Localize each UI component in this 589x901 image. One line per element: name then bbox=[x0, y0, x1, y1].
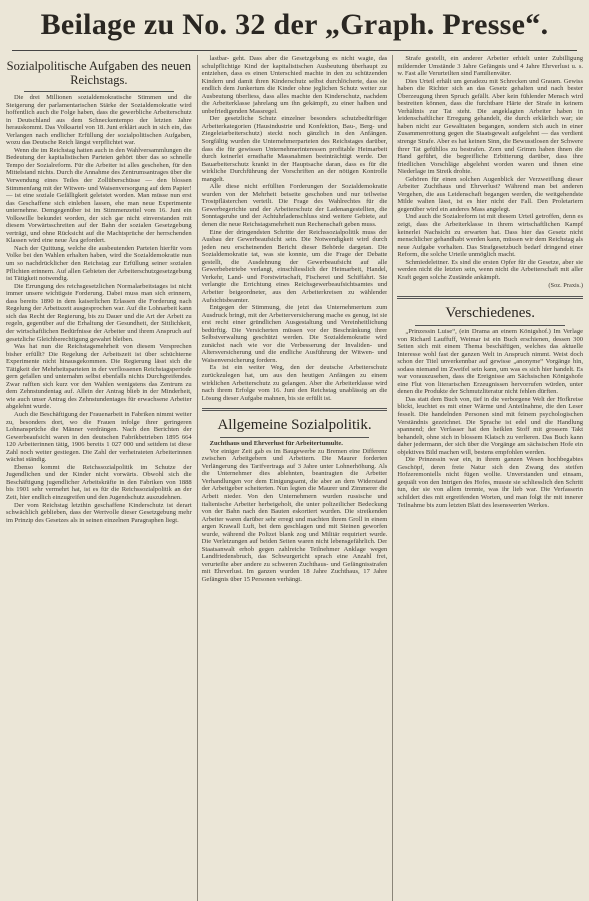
col3-text bbox=[397, 55, 583, 281]
col2-paragraph: Eine der dringendsten Schritte der Reichssozialpolitik muss der Ausbau der Gewerbeaufsicht sein. Die Notwendigkeit wird durch jeden neu erscheinenden Bericht dieser Behörde dargetan. Die Sozialdemokratie tat, was sie konnte, um die Frage der Debatte gestellt, die Ausdehnung der Gewerbeaufsicht auf alle Gewerbebetriebe verlangt, einschliesslich der Heimarbeit, Handel, Verkehr, Land- und Forstwirtschaft, Fischerei und Schiffahrt. Sie verlangte die Errichtung eines Reichsgewerbeaufsichtsamtes und Arbeiter beigeordneter, aus den Arbeiterkreisen zu wählender Aufsichtsbeamter. bbox=[201, 228, 388, 304]
col1-paragraph: Der vom Reichstag letzthin geschaffene Kinderschutz ist derart schwächlich geblieben, dass der Wertvolle dieser Gesetzgebung mehr im Prinzip des Gesetzes als in seinen einzelnen Paragraphen liegt. bbox=[6, 501, 192, 524]
col3-paragraph: Und auch die Sozialreform ist mit diesem Urteil getroffen, denn es zeigt, dass die Arbeiterklasse in ihrem wirtschaftlichen Kampf keinerlei Nachsicht zu erwarten hat. Dass hier das Gesetz nicht menschlicher gehandhabt werden kann, müssen wir dem Reichstag als neue Aufgabe vorhalten. Das Strafgesetzbuch bedarf dringend einer Reform, die solche Urteile unmöglich macht. bbox=[397, 213, 584, 259]
col1-text bbox=[6, 94, 192, 524]
col1-paragraph: Nach der Quittung, welche die ausbeutenden Parteien hierfür vom Volke bei den Wahlen erhalten haben, wird die Sozialdemokratie nun um so nachdrücklicher den Reichstag zur Erfüllung seiner sozialen Pflichten erinnern. Auf allen Gebieten der Arbeiterschutzgesetzgebung ist Tätigkeit notwendig. bbox=[6, 244, 192, 283]
col3-paragraph: Die Prinzessin war ein, in ihrem ganzen Wesen hochbegabtes Geschöpf, deren freie Natur sich den Zwang des steifen Hofzeremoniells nicht fügen wollte. Unverstanden und einsam, gequält von den Intrigen des Hofes, musste sie schliesslich den Schritt tun, der sie von allem trennte, was ihr lieb war. Die Verfasserin schildert dies mit ergreifenden Worten, und man folgt ihr mit innerer Teilnahme bis zum letzten Blatt des lesenswerten Werkes. bbox=[397, 456, 584, 509]
page-title: Beilage zu No. 32 der „Graph. Presse“. bbox=[40, 8, 549, 41]
col2-heading: Allgemeine Sozialpolitik. bbox=[217, 417, 372, 434]
col2-text bbox=[202, 55, 388, 402]
col2-heading-rule bbox=[220, 437, 370, 438]
col1-heading-rule bbox=[24, 91, 174, 92]
col3-paragraph: Strafe gestellt, ein anderer Arbeiter erhielt unter Zubilligung mildernder Umstände 3 Jahre Gefängnis und 4 Jahre Ehrverlust u. s. w. Fast alle Verurteilten sind Familienväter. bbox=[397, 55, 584, 78]
column-3 bbox=[392, 55, 583, 901]
col2-section-rule bbox=[202, 408, 388, 411]
col1-heading: Sozialpolitische Aufgaben des neuen Reichstags. bbox=[6, 59, 191, 87]
col2-text-2 bbox=[202, 440, 388, 583]
col3-signature: (Soz. Praxis.) bbox=[548, 282, 584, 290]
col1-paragraph: Ebenso kommt die Reichssozialpolitik im Schutze der Jugendlichen und der Kinder nicht vorwärts. Obwohl sich die Beschäftigung jugendlicher Arbeitskräfte in den Fabriken von 1888 bis 1901 sehr vermehrt hat, ist es für die Reichssozialpolitik an der Zeit, hier endlich einzugreifen und den Jugendschutz auszudehnen. bbox=[6, 463, 192, 501]
col2-paragraph: Entgegen der Stimmung, die jetzt das Unternehmertum zum Ausdruck bringt, mit der Arbeiterversicherung mache es genug, ist sie erst recht einer gründlichen Ausgestaltung und Vereinheitlichung bedürftig. Die Versicherten müssen vor der Beschränkung ihrer Selbstverwaltung geschützt werden. Die Sozialdemokratie wird zunächst nach wie vor die Verbesserung der Invaliden- und Altersversicherung und die endliche Ausführung der Witwen- und Waisenversicherung fordern. bbox=[201, 304, 388, 364]
columns bbox=[6, 55, 583, 901]
col1-paragraph: Wenn die im Reichstag hatten auch in den Wahlversammlungen die Bedeutung der kapitalistischen Parteien gehört über das so schnelle Tempo der Sozialreform. Für die Arbeiter ist alles geschehen, für den Mittelstand nichts. Durch die Annahme des Zentrumsantrages über die Verwendung eines Teiles der Zollüberschüsse — den blossen Stimmenfang mit der Witwen- und Waisenversorgung auf dem Papier! — ist eine soziale Gefälligkeit geleistet worden. Man müsse nun erst das Geschaffene sich einleben lassen, ehe man neue Experimente unternehme. Demgegenüber ist im Stimmenzettel vom 16. Juni ein Volkswille bekundet worden, der sich gar nicht einverstanden mit diesem Vorwärtsschreiten auf der Bahn der sozialen Gesetzgebung verträgt, und ohne Rücksicht auf die Machtsprüche der herrschenden Klassen wird eine neue Ära gefordert. bbox=[6, 146, 192, 245]
col2-paragraph: Vor einiger Zeit gab es im Baugewerbe zu Bremen eine Differenz zwischen Arbeitgebern und Arbeitern. Die Maurer forderten Verlängerung des Tarifvertrags auf 3 Jahre unter Lohnerhöhung. Als die Unternehmer dies ablehnten, beantragten die Arbeiter Verhandlungen vor dem Einigungsamt, die aber an dem Widerstand der Arbeitgeber scheiterten. Nun legten die Maurer und Zimmerer die Arbeit nieder. Von den Unternehmern wurden russische und italienische Arbeiter herbeigeholt, die unter polizeilicher Bedeckung von der Bahn nach den Bauten eskortiert wurden. Die streikenden Arbeiter waren darüber sehr erregt und machten ihrem Groll in einem argen Krawall Luft, bei dem geschlagen und mit Steinen geworfen wurde, während die Polizei blank zog und Militär requiriert wurde. Die Verletzungen auf beiden Seiten waren nicht lebensgefährlich. Der Staatsanwalt erhob gegen zahlreiche Teilnehmer Anklage wegen Landfriedensbruch, das Schwurgericht sprach eine Anzahl frei, verurteilte aber andere zu schweren Zuchthaus- und Gefängnisstrafen mit Ehrverlust. Im ganzen wurden 18 Jahre Zuchthaus, 17 Jahre Gefängnis über 15 Personen verhängt. bbox=[201, 447, 388, 583]
col1-paragraph: Die drei Millionen sozialdemokratische Stimmen und die Steigerung der parlamentarischen Stärke der Sozialdemokratie wird hoffentlich auch die Folge haben, dass die gewerbliche Arbeiterschutz in Deutschland aus dem Schneckentempo der letzten Jahre herauskommt. Das Volksartel von 18. Juni erklärt auch in sich ein, das Verlangen nach endlicher Erfüllung der sozialpolitischen Aufgaben, wozu das Deutsche Reich längst verpflichtet war. bbox=[6, 94, 192, 147]
title-rule bbox=[12, 50, 577, 51]
col2-paragraph: Es ist ein weiter Weg, den der deutsche Arbeiterschutz zurückzulegen hat, um aus den heutigen Anfängen zu einem wirklichen Arbeiterschutz zu gelangen. Aber die Arbeiterklasse wird nach ihrem Erfolge vom 16. Juni den Reichstag unablässig an die Lösung dieser Aufgabe mahnen, bis sie erfüllt ist. bbox=[201, 364, 388, 402]
col3-paragraph: „Prinzessin Luise“, (ein Drama an einem Königshof.) Im Verlage von Richard Lauffuff, Weimar ist ein Buch erschienen, dessen 300 Seiten sich mit einem Thema beschäftigen, welches das aktuelle Interesse wohl fast der ganzen Welt in Anspruch nimmt. Weist doch schon der Titel unverkennbar auf gewisse „anonyme“ Vorgänge hin, sodass niemand im Zweifel sein kann, um was es sich hier handelt. Es war vorauszusehen, dass die Ereignisse am Sächsischen Königshofe eine Flut von literarischen Erzeugnissen hervorrufen würden, unter denen die Produkte der Schmutzliteratur nicht fehlen dürften. bbox=[397, 327, 584, 396]
col1-paragraph: Die Errungung des reichsgesetzlichen Normalarbeitstages ist nicht immer unsere wichtigste Forderung. Dabei muss man sich erinnern, dass bereits 1890 in dem kaiserlichen Erlassen die Forderung nach Regelung der Arbeitszeit ausgesprochen war. Auf die Lohnarbeit kann sich das Recht der Regierung, bis zu Dauer und die Art der Arbeit zu regeln, gegenüber auf die Erhaltung der Gesundheit, der Sittlichkeit, der wirtschaftlichen Bedürfnisse der Arbeiter und ihrem Anspruch auf gesetzliche Gleichberechtigung gewahrt bleiben. bbox=[6, 282, 192, 343]
col3-section-rule bbox=[397, 296, 583, 299]
col2-subheading: Zuchthaus und Ehrverlust für Arbeitertumulte. bbox=[209, 440, 343, 448]
col3-paragraph: Gehören für einen solchen Augenblick der Verzweiflung dieser Arbeiter Zuchthaus und Ehrverlust? Während man bei anderen Vergehen, die aus Leidenschaft begangen werden, die weitgehendste Milde walten lässt, ist es hier nicht der Fall. Den Proletariern gegenüber wird ein anderes Mass angelegt. bbox=[397, 175, 584, 213]
col3-heading: Verschiedenes. bbox=[445, 304, 535, 321]
col3-paragraph: Schmiedeleitner. Es sind die ersten Opfer für die Gesetze, aber sie werden nicht die letzten sein, wenn nicht die Arbeiterschaft mit aller Kraft gegen solche Zustände ankämpft. bbox=[397, 258, 584, 281]
column-2 bbox=[197, 55, 388, 901]
col1-paragraph: Was hat nun die Reichstagsmehrheit von diesem Versprechen bisher erfüllt? Die Regelung der Arbeitszeit ist über schüchterne Experimente nicht hinausgekommen. Die Regierung lässt sich die Tätigkeit der Mehrheitsparteien in der verflossenen Reichstagsperiode gern gefallen und unternahm selbst ebenfalls nichts Durchgreifendes. Zwar rafften sich kurz vor den Wahlen wenigstens das Zentrum zu dem Zehnstundentag auf. Allein der Antrag blieb in der Minderheit, wie auch unser Antrag des Zehnstundentages für erwachsene Arbeiter abgelehnt wurde. bbox=[6, 343, 192, 411]
col3-paragraph: Dies Urteil erhält um geradezu mit Schrecken und Grauen. Gewiss haben die Richter sich an das Gesetz gehalten und nach bester Überzeugung ihren Spruch gefällt. Aber kein fühlender Mensch wird bestreiten können, dass die furchtbare Härte der Strafe in keinem Verhältnis zur Tat steht. Die angeklagten Arbeiter haben in leidenschaftlicher Erregung gehandelt, die durch erklärlich war; sie haben nicht zur Gewalttaten begangen, sondern sich auch in einer Zusammenrottung gegen die Staatsgewalt aufgelehnt — das verdient strenge Strafe. Aber es hat keinen Sinn, die Bewusstlosen der Schwere ihrer Tat gefühllos zu bestrafen. Zorn und Grimm haben ihnen die Hand geführt, die begreifliche Erbitterung darüber, dass ihre friedlichen Vorschläge abgelehnt worden waren und ihnen eine Niederlage im Streik drohte. bbox=[397, 77, 584, 176]
column-1 bbox=[6, 55, 192, 901]
col3-paragraph: Das statt dem Buch von, tief in die verborgene Welt der Hofkreise blickt, leuchtet es mit einer Wärme und Anteilnahme, die den Leser fesselt. Die handelnden Personen sind mit feinem psychologischen Verständnis gezeichnet. Die Sprache ist edel und die Handlung spannend; der Verfasser hat den heiklen Stoff mit grossem Takt behandelt, ohne sich in blossem Klatsch zu verlieren. Das Buch kann daher jedermann, der sich über die Vorgänge am sächsischen Hofe ein objektives Bild machen will, bestens empfohlen werden. bbox=[397, 395, 584, 456]
col3-text-2 bbox=[397, 328, 583, 509]
col1-paragraph: Auch die Beschäftigung der Frauenarbeit in Fabriken nimmt weiter zu, besonders dort, wo die Frauen infolge ihrer geringeren Lohnansprüche die Männer verdrängen. Nach den Berichten der Gewerbeaufsicht waren in den deutschen Fabrikbetrieben 1895 664 120 Arbeiterinnen tätig, 1906 bereits 1 027 000 und seitdem ist diese Zahl noch weiter gestiegen. Die Zahl der verheirateten Arbeiterinnen wächst ständig. bbox=[6, 410, 192, 464]
col2-paragraph: Alle diese nicht erfüllten Forderungen der Sozialdemokratie wurden von der Mehrheit beiseite geschoben und nur teilweise Trostpflästerchen verteilt. Die Frage des Wahlrechtes für die Gewerbegerichte und der Arbeiterschutz der Ladenangestellten, die Sonntagsruhe und der Achtuhrladenschluss sind weitere Gebiete, auf denen die neue Reichstagsmehrheit nun Rechenschaft geben muss. bbox=[201, 183, 388, 229]
col2-paragraph: lastbar- geht. Dass aber die Gesetzgebung es nicht wagte, das schulpflichtige Kind der kapitalistischen Ausbeutung überhaupt zu entziehen, dass es einen Unterschied machte in den zu schützenden Kindern und damit ihren Kinderschutz selbst durchlöcherte, dass sie endlich dem Junkertum die Kinder ohne jeglichen Schutz weiter zur Ausbeutung überliess, dass alles machte den Kinderschutz, nachdem die Arbeiterklasse jahrelang um ihn gekämpft, zu einer halben und unbefriedigenden Massregel. bbox=[201, 55, 388, 115]
col3-heading-rule bbox=[415, 325, 565, 326]
col2-paragraph: Der gesetzliche Schutz einzelner besonders schutzbedürftiger Arbeiterkategorien (Hausindustrie und Konfektion, Bau-, Berg- und Ziegeleiarbeiterschutz) steckt noch gänzlich in den Anfängen. Sorgfältig wurden die Unternehmerparteien des Reichstages darüber, dass die für gewissen Unternehmerinteressen profitable Heimarbeit durch keinerlei ernsthafte Massnahmen beeinträchtigt werde. Der Bauarbeiterschutz krankt in der Hauptsache daran, dass es für die wirkliche Durchführung der Vorschriften an der nötigen Kontrolle mangelt. bbox=[201, 115, 388, 183]
